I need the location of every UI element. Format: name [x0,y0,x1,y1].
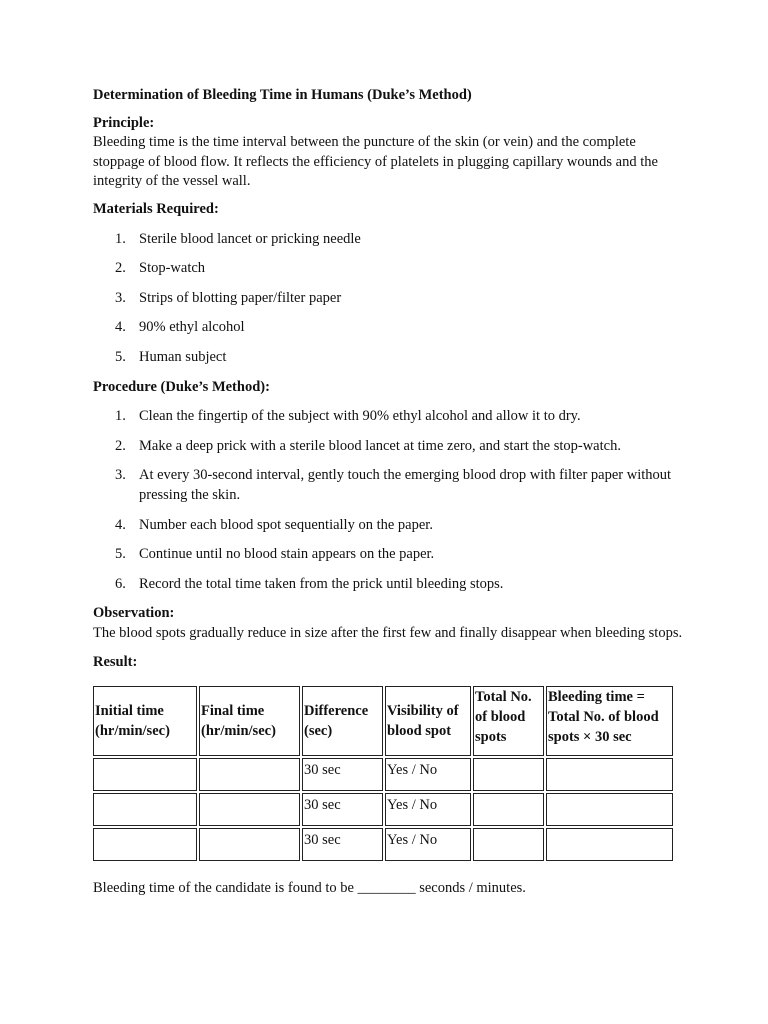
list-number: 1. [115,408,126,425]
list-number: 5. [115,348,126,365]
table-row [93,828,673,861]
conclusion-prefix: Bleeding time of the candidate is found to be [93,880,358,897]
procedure-heading: Procedure (Duke’s Method): [93,378,270,395]
result-heading: Result: [93,654,138,671]
principle-heading: Principle: [93,114,155,131]
list-item [93,318,683,338]
table-cell [546,758,673,791]
table-cell: Yes / No [385,828,471,861]
column-header: Final time (hr/min/sec) [199,686,300,756]
list-item [93,348,683,368]
list-item [93,575,683,595]
table-cell [199,758,300,791]
observation-text: The blood spots gradually reduce in size after the first few and finally disappear when bleeding stops. [93,624,683,641]
materials-heading: Materials Required: [93,200,219,217]
list-number: 4. [115,319,126,336]
table-cell [199,828,300,861]
table-row [93,758,673,791]
list-number: 4. [115,516,126,533]
list-item [93,437,683,457]
list-text: Human subject [139,348,227,365]
table-header-row [93,686,673,756]
table-cell [93,758,197,791]
list-text: Stop-watch [139,260,206,277]
table-cell [199,793,300,826]
principle-text: Bleeding time is the time interval between the puncture of the skin (or vein) and the complete stoppage of blood flow. It reflects the efficiency of platelets in plugging capillary wounds and the integrity of the vessel wall. [93,134,658,190]
list-item [93,545,683,565]
list-text: At every 30-second interval, gently touch the emerging blood drop with filter paper without pressing the skin. [139,467,672,503]
list-text: Strips of blotting paper/filter paper [139,289,342,306]
list-number: 1. [115,230,126,247]
list-item [93,230,683,250]
materials-list [93,230,683,368]
table-cell: Yes / No [385,758,471,791]
list-item [93,516,683,536]
list-item [93,289,683,309]
table-cell: Yes / No [385,793,471,826]
list-text: Record the total time taken from the prick until bleeding stops. [139,575,504,592]
document-title: Determination of Bleeding Time in Humans (Duke’s Method) [93,87,472,103]
table-cell [546,793,673,826]
conclusion-blank: ________ [357,880,416,897]
document-page [93,86,683,907]
list-text: Make a deep prick with a sterile blood lancet at time zero, and start the stop-watch. [139,437,621,454]
conclusion-sentence [93,879,683,899]
list-item [93,259,683,279]
column-header: Initial time (hr/min/sec) [93,686,197,756]
list-text: Number each blood spot sequentially on the paper. [139,516,433,533]
list-number: 5. [115,546,126,563]
list-number: 3. [115,467,126,484]
table-cell [93,828,197,861]
list-text: Clean the fingertip of the subject with 90% ethyl alcohol and allow it to dry. [139,408,581,425]
table-row [93,793,673,826]
table-cell [473,793,544,826]
list-text: Sterile blood lancet or pricking needle [139,230,361,247]
list-item [93,407,683,427]
table-cell: 30 sec [302,793,383,826]
list-text: Continue until no blood stain appears on the paper. [139,546,435,563]
table-cell: 30 sec [302,758,383,791]
list-text: 90% ethyl alcohol [139,319,245,336]
table-cell [546,828,673,861]
column-header: Bleeding time = Total No. of blood spots × 30 sec [546,686,673,756]
table-cell [93,793,197,826]
list-number: 2. [115,437,126,454]
observation-heading: Observation: [93,605,175,622]
list-item [93,466,683,505]
table-cell [473,828,544,861]
list-number: 2. [115,260,126,277]
column-header: Visibility of blood spot [385,686,471,756]
table-cell [473,758,544,791]
column-header: Total No. of blood spots [473,686,544,756]
procedure-list [93,407,683,594]
column-header: Difference (sec) [302,686,383,756]
list-number: 3. [115,289,126,306]
conclusion-suffix: seconds / minutes. [415,880,526,897]
table-cell: 30 sec [302,828,383,861]
result-table [91,684,675,863]
list-number: 6. [115,575,126,592]
